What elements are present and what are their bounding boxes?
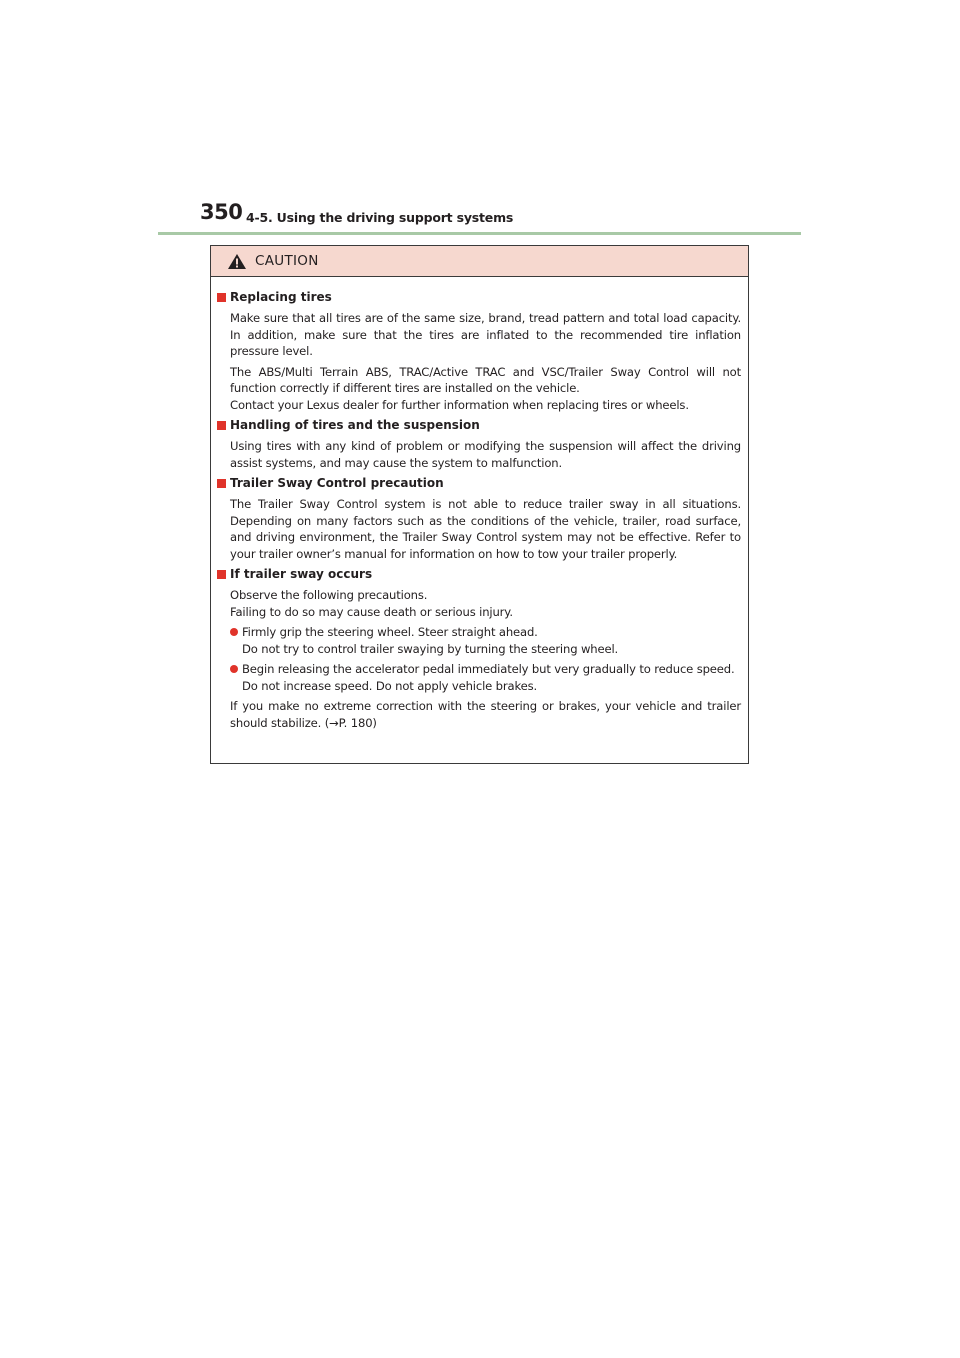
paragraph: Failing to do so may cause death or serious injury. [230,604,513,619]
list-item [217,661,741,694]
page-number: 350 [200,200,243,224]
paragraph: Make sure that all tires are of the same size, brand, tread pattern and total load capacity. In addition, make sure that the tires are inflated to the recommended tire inflation pressure level. [230,311,741,358]
item-title: Handling of tires and the suspension [230,418,480,432]
paragraph: Using tires with any kind of problem or modifying the suspension will affect the driving assist systems, and may cause the system to malfunction. [230,439,741,470]
caution-item-trailer-sway-occurs [217,566,741,731]
paragraph: The Trailer Sway Control system is not able to reduce trailer sway in all situations. Depending on many factors such as the conditions of the vehicle, trailer, road surface, and driving environment, the Trailer Sway Control system may not be effective. Refer to your trailer owner’s manual for information on how to tow your trailer properly. [230,497,741,561]
caution-item-replacing-tires [217,289,741,413]
dot-bullet-icon [230,665,238,673]
caution-label: CAUTION [255,253,319,269]
item-title: Replacing tires [230,290,332,304]
paragraph: Contact your Lexus dealer for further information when replacing tires or wheels. [230,397,689,412]
paragraph: If you make no extreme correction with the steering or brakes, your vehicle and trailer should stabilize. (→P. 180) [230,699,741,730]
caution-box [210,245,749,764]
section-title: 4-5. Using the driving support systems [246,210,514,225]
page-header [0,0,960,240]
item-title: Trailer Sway Control precaution [230,476,444,490]
square-bullet-icon [217,293,226,302]
caution-header [211,246,748,277]
caution-body [211,277,748,731]
paragraph: The ABS/Multi Terrain ABS, TRAC/Active TRAC and VSC/Trailer Sway Control will not function correctly if different tires are installed on the vehicle. [230,364,741,395]
warning-triangle-icon [227,253,247,270]
square-bullet-icon [217,570,226,579]
item-title: If trailer sway occurs [230,567,373,581]
header-divider [158,232,801,235]
caution-item-tires-suspension [217,417,741,471]
paragraph: Observe the following precautions. [230,588,428,602]
square-bullet-icon [217,479,226,488]
square-bullet-icon [217,421,226,430]
dot-bullet-icon [230,628,238,636]
bullet-text: Firmly grip the steering wheel. Steer straight ahead. Do not try to control trailer swaying by turning the steering wheel. [242,625,619,656]
list-item [217,624,741,657]
bullet-text: Begin releasing the accelerator pedal immediately but very gradually to reduce speed. Do not increase speed. Do not apply vehicle brakes. [242,662,735,693]
caution-item-trailer-sway-precaution [217,475,741,562]
